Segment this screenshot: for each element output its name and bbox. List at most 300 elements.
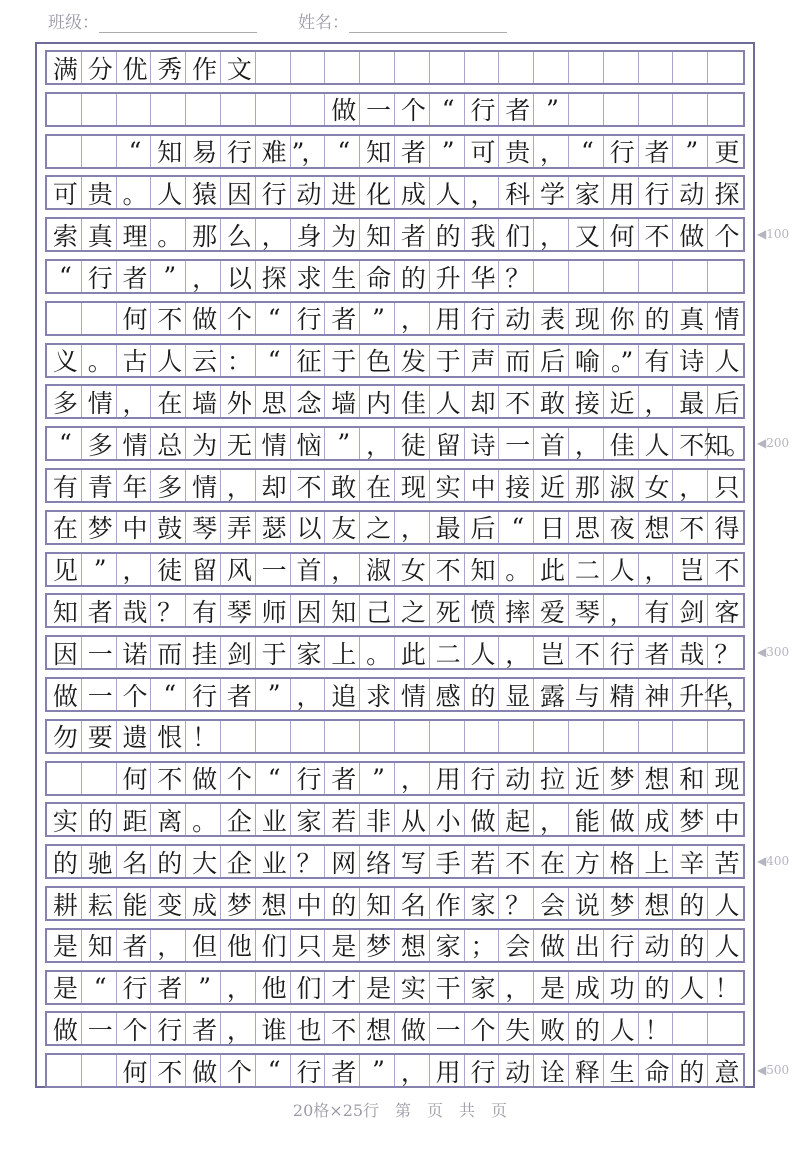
grid-cell xyxy=(604,52,639,83)
grid-cell: 做 xyxy=(465,804,500,835)
grid-cell: 不 xyxy=(673,512,708,543)
grid-cell xyxy=(186,94,221,125)
grid-cell: 何 xyxy=(117,763,152,794)
grid-cell: 的 xyxy=(395,261,430,292)
grid-cell: 一 xyxy=(360,94,395,125)
grid-row xyxy=(45,175,745,210)
grid-cell: 那 xyxy=(569,470,604,501)
grid-cell: 露 xyxy=(534,679,569,710)
grid-cell: 行 xyxy=(291,303,326,334)
grid-cell: 日 xyxy=(534,512,569,543)
grid-cell: 企 xyxy=(221,846,256,877)
grid-cell: 敢 xyxy=(534,386,569,417)
grid-cell xyxy=(151,94,186,125)
grid-cell: 贵 xyxy=(499,136,534,167)
grid-cell: 行 xyxy=(465,94,500,125)
class-blank-line xyxy=(99,14,257,33)
grid-cell: 可 xyxy=(47,177,82,208)
grid-cell: 发 xyxy=(395,345,430,376)
grid-cell: 人 xyxy=(465,637,500,668)
grid-cell: ？ xyxy=(499,888,534,919)
grid-cell xyxy=(82,303,117,334)
grid-cell: 小 xyxy=(430,804,465,835)
grid-cell: 动 xyxy=(499,303,534,334)
grid-cell: 行 xyxy=(291,1055,326,1086)
grid-cell xyxy=(639,52,674,83)
grid-cell: 能 xyxy=(569,804,604,835)
grid-cell: 若 xyxy=(325,804,360,835)
grid-cell: 和 xyxy=(673,763,708,794)
grid-row xyxy=(45,217,745,252)
grid-cell: 们 xyxy=(499,219,534,250)
grid-row xyxy=(45,635,745,670)
grid-cell: 于 xyxy=(256,637,291,668)
grid-cell xyxy=(708,94,743,125)
grid-cell: 作 xyxy=(186,52,221,83)
grid-cell xyxy=(534,52,569,83)
name-blank-line xyxy=(349,14,507,33)
grid-cell: 知 xyxy=(360,219,395,250)
page-footer: 20格×25行 第 页 共 页 xyxy=(292,1101,508,1120)
grid-cell: 勿 xyxy=(47,721,82,752)
grid-cell: 的 xyxy=(639,303,674,334)
grid-cell: 情 xyxy=(186,470,221,501)
grid-cell: 做 xyxy=(395,1013,430,1044)
grid-cell: 佳 xyxy=(604,428,639,459)
grid-cell: 诗 xyxy=(673,345,708,376)
grid-cell xyxy=(708,1013,743,1044)
grid-cell: 家 xyxy=(465,972,500,1003)
grid-cell: 人 xyxy=(430,386,465,417)
grid-cell: ， xyxy=(221,470,256,501)
grid-cell: 剑 xyxy=(221,637,256,668)
grid-cell: “ xyxy=(47,261,82,292)
grid-cell: 动 xyxy=(639,930,674,961)
grid-cell: 古 xyxy=(117,345,152,376)
grid-cell xyxy=(465,721,500,752)
grid-cell xyxy=(256,721,291,752)
grid-cell: 不 xyxy=(499,386,534,417)
grid-cell: 非 xyxy=(360,804,395,835)
grid-cell: 不 xyxy=(325,1013,360,1044)
grid-cell: 在 xyxy=(47,512,82,543)
grid-cell: 苦 xyxy=(714,848,737,878)
grid-cell: “ xyxy=(256,303,291,334)
grid-cell: 者 xyxy=(82,595,117,626)
grid-cell: 己 xyxy=(360,595,395,626)
grid-cell: 夜 xyxy=(604,512,639,543)
grid-cell: 。 xyxy=(360,637,395,668)
grid-cell: 诗 xyxy=(465,428,500,459)
grid-cell: 者 xyxy=(117,261,152,292)
grid-cell: 成 xyxy=(395,177,430,208)
grid-cell: 行 xyxy=(221,136,256,167)
grid-row xyxy=(45,1011,745,1046)
grid-cell: 中 xyxy=(117,512,152,543)
grid-cell: 的 xyxy=(430,219,465,250)
grid-cell: 作 xyxy=(430,888,465,919)
grid-cell: 身 xyxy=(291,219,326,250)
grid-cell: 个 xyxy=(714,221,737,251)
grid-cell xyxy=(82,94,117,125)
grid-cell: 个 xyxy=(465,1013,500,1044)
grid-cell: 显 xyxy=(499,679,534,710)
grid-cell: 升 xyxy=(673,679,708,710)
grid-cell: 。 xyxy=(151,219,186,250)
grid-cell: 用 xyxy=(430,303,465,334)
grid-cell: 首 xyxy=(291,554,326,585)
grid-cell xyxy=(395,721,430,752)
grid-cell: 岂 xyxy=(673,554,708,585)
grid-row xyxy=(45,134,745,169)
grid-cell: 起 xyxy=(499,804,534,835)
grid-row xyxy=(45,92,745,127)
grid-cell: 成 xyxy=(639,804,674,835)
grid-cell: 那 xyxy=(186,219,221,250)
grid-cell: 家 xyxy=(291,637,326,668)
word-count-marker: ◀400 xyxy=(757,854,790,869)
grid-cell: 者 xyxy=(395,136,430,167)
grid-cell: 也 xyxy=(291,1013,326,1044)
grid-cell: 念 xyxy=(291,386,326,417)
grid-cell: ？ xyxy=(714,639,737,669)
grid-cell: 之 xyxy=(360,512,395,543)
grid-cell: 动 xyxy=(291,177,326,208)
grid-cell: 谁 xyxy=(256,1013,291,1044)
grid-cell: ？ xyxy=(291,846,326,877)
grid-cell: 诺 xyxy=(117,637,152,668)
grid-cell: 家 xyxy=(569,177,604,208)
grid-cell: 爱 xyxy=(534,595,569,626)
grid-cell: 瑟 xyxy=(256,512,291,543)
grid-cell xyxy=(639,721,674,752)
grid-cell: 行 xyxy=(465,1055,500,1086)
grid-cell: 弄 xyxy=(221,512,256,543)
grid-cell xyxy=(604,94,639,125)
grid-cell: 生 xyxy=(325,261,360,292)
grid-cell: 有 xyxy=(186,595,221,626)
grid-cell: ” xyxy=(673,136,708,167)
grid-row xyxy=(45,259,745,294)
grid-cell xyxy=(569,261,604,292)
grid-cell: 留 xyxy=(186,554,221,585)
grid-cell: 升 xyxy=(430,261,465,292)
grid-cell: 二 xyxy=(430,637,465,668)
grid-cell: 名 xyxy=(395,888,430,919)
grid-cell: 优 xyxy=(117,52,152,83)
grid-cell: 有 xyxy=(639,345,674,376)
grid-cell: 有 xyxy=(639,595,674,626)
grid-cell: 化 xyxy=(360,177,395,208)
grid-cell: “ xyxy=(256,1055,291,1086)
grid-cell: 满 xyxy=(47,52,82,83)
grid-row xyxy=(45,384,745,419)
grid-cell: 情 xyxy=(714,305,737,335)
grid-cell: 行 xyxy=(151,1013,186,1044)
grid-cell: 人 xyxy=(714,890,737,920)
grid-cell: 做 xyxy=(186,1055,221,1086)
grid-cell: 不 xyxy=(569,637,604,668)
grid-cell xyxy=(395,52,430,83)
grid-cell: 喻 xyxy=(569,345,604,376)
grid-cell: 却 xyxy=(256,470,291,501)
grid-cell: 从 xyxy=(395,804,430,835)
grid-cell: ， xyxy=(534,804,569,835)
grid-cell: 华 xyxy=(465,261,500,292)
grid-cell: 业 xyxy=(256,846,291,877)
grid-cell: “ xyxy=(151,679,186,710)
grid-cell: 个 xyxy=(221,763,256,794)
grid-cell: 知 xyxy=(82,930,117,961)
grid-cell: 无 xyxy=(221,428,256,459)
grid-cell: ” xyxy=(360,1055,395,1086)
grid-cell: ， xyxy=(604,595,639,626)
grid-cell: 的 xyxy=(673,1055,708,1086)
grid-cell: 求 xyxy=(360,679,395,710)
grid-cell xyxy=(47,94,82,125)
grid-cell: 距 xyxy=(117,804,152,835)
grid-cell: 上 xyxy=(325,637,360,668)
grid-cell: 。 xyxy=(499,554,534,585)
grid-cell: ， xyxy=(534,219,569,250)
grid-cell: 他 xyxy=(256,972,291,1003)
grid-cell: 络 xyxy=(360,846,395,877)
grid-cell: 离 xyxy=(151,804,186,835)
class-field xyxy=(48,8,257,33)
grid-cell: 人 xyxy=(430,177,465,208)
grid-cell: 真 xyxy=(673,303,708,334)
grid-cell xyxy=(499,721,534,752)
grid-cell: 写 xyxy=(395,846,430,877)
grid-cell xyxy=(47,303,82,334)
grid-cell: 真 xyxy=(82,219,117,250)
grid-cell: 行 xyxy=(465,303,500,334)
grid-row xyxy=(45,50,745,85)
grid-cell: 方 xyxy=(569,846,604,877)
grid-cell: 摔 xyxy=(499,595,534,626)
grid-cell: ， xyxy=(395,1055,430,1086)
grid-cell: 女 xyxy=(639,470,674,501)
grid-cell: 出 xyxy=(569,930,604,961)
grid-cell: 行 xyxy=(604,930,639,961)
grid-cell: 辛 xyxy=(673,846,708,877)
grid-cell: 易 xyxy=(186,136,221,167)
grid-cell: 意 xyxy=(714,1057,737,1087)
grid-cell: 们 xyxy=(291,972,326,1003)
grid-cell: 此 xyxy=(534,554,569,585)
grid-cell: 动 xyxy=(499,1055,534,1086)
grid-row xyxy=(45,301,745,336)
grid-cell: 干 xyxy=(430,972,465,1003)
grid-row xyxy=(45,510,745,545)
grid-cell: 琴 xyxy=(186,512,221,543)
grid-cell: 你 xyxy=(604,303,639,334)
grid-cell: 近 xyxy=(534,470,569,501)
grid-cell: 能 xyxy=(117,888,152,919)
grid-cell: 不 xyxy=(499,846,534,877)
grid-cell xyxy=(256,94,291,125)
grid-cell: 后 xyxy=(534,345,569,376)
grid-cell: 会 xyxy=(534,888,569,919)
grid-cell: 是 xyxy=(360,972,395,1003)
grid-row xyxy=(45,677,748,712)
grid-cell: 外 xyxy=(221,386,256,417)
grid-cell: ， xyxy=(639,554,674,585)
grid-cell: 实 xyxy=(395,972,430,1003)
grid-cell: 而 xyxy=(151,637,186,668)
grid-cell: ”， xyxy=(291,136,326,167)
grid-cell: 家 xyxy=(465,888,500,919)
grid-cell: ！ xyxy=(186,721,221,752)
grid-cell: 的 xyxy=(673,930,708,961)
grid-cell: 行 xyxy=(639,177,674,208)
grid-cell: 想 xyxy=(395,930,430,961)
grid-cell: 追 xyxy=(325,679,360,710)
grid-cell: ， xyxy=(186,261,221,292)
grid-cell: 成 xyxy=(569,972,604,1003)
grid-cell: 要 xyxy=(82,721,117,752)
grid-cell: 多 xyxy=(47,386,82,417)
grid-row xyxy=(45,426,748,461)
grid-cell: 人 xyxy=(151,177,186,208)
grid-cell: 。 xyxy=(82,345,117,376)
grid-cell: 说 xyxy=(569,888,604,919)
grid-cell: ， xyxy=(395,303,430,334)
grid-cell: 多 xyxy=(82,428,117,459)
grid-cell: 二 xyxy=(569,554,604,585)
grid-cell: 知 xyxy=(465,554,500,585)
grid-cell: 梦 xyxy=(82,512,117,543)
grid-cell: 何 xyxy=(604,219,639,250)
grid-cell: 分 xyxy=(82,52,117,83)
grid-cell: 华， xyxy=(703,681,748,711)
grid-cell: 梦 xyxy=(604,888,639,919)
grid-cell: 是 xyxy=(47,930,82,961)
grid-cell: 行 xyxy=(465,763,500,794)
name-field xyxy=(298,8,507,33)
grid-row xyxy=(45,719,745,754)
grid-cell: “ xyxy=(82,972,117,1003)
grid-cell: 不 xyxy=(639,219,674,250)
grid-cell: ” xyxy=(360,303,395,334)
grid-cell: 是 xyxy=(47,972,82,1003)
grid-cell: 哉 xyxy=(673,637,708,668)
grid-cell: 做 xyxy=(47,679,82,710)
grid-cell: 梦 xyxy=(604,763,639,794)
grid-cell: 琴 xyxy=(569,595,604,626)
grid-cell xyxy=(639,261,674,292)
grid-cell: 的 xyxy=(465,679,500,710)
grid-cell: 不 xyxy=(151,303,186,334)
grid-cell: “ xyxy=(325,136,360,167)
grid-cell: 诠 xyxy=(534,1055,569,1086)
grid-cell: 实 xyxy=(430,470,465,501)
grid-row xyxy=(45,593,745,628)
grid-cell: 现 xyxy=(714,765,737,795)
grid-cell: 网 xyxy=(325,846,360,877)
grid-cell: 做 xyxy=(325,94,360,125)
grid-cell: 想 xyxy=(360,1013,395,1044)
grid-cell: ” xyxy=(325,428,360,459)
grid-cell: 近 xyxy=(569,763,604,794)
grid-cell: 因 xyxy=(291,595,326,626)
grid-cell: 徒 xyxy=(395,428,430,459)
grid-cell: 鼓 xyxy=(151,512,186,543)
grid-cell: 于 xyxy=(430,345,465,376)
grid-cell: 剑 xyxy=(673,595,708,626)
grid-cell: 思 xyxy=(256,386,291,417)
grid-cell: 失 xyxy=(499,1013,534,1044)
grid-cell: 可 xyxy=(465,136,500,167)
grid-cell: 死 xyxy=(430,595,465,626)
grid-cell: 人 xyxy=(151,345,186,376)
grid-cell xyxy=(325,52,360,83)
grid-cell: 声 xyxy=(465,345,500,376)
grid-cell: 变 xyxy=(151,888,186,919)
grid-cell: “ xyxy=(430,94,465,125)
grid-cell: “ xyxy=(256,763,291,794)
grid-cell: 情 xyxy=(256,428,291,459)
grid-cell: 做 xyxy=(47,1013,82,1044)
grid-cell: 的 xyxy=(47,846,82,877)
grid-cell: “ xyxy=(256,345,291,376)
grid-cell: 的 xyxy=(151,846,186,877)
grid-cell: ” xyxy=(82,554,117,585)
grid-cell xyxy=(569,94,604,125)
grid-cell: 而 xyxy=(499,345,534,376)
grid-cell: 梦 xyxy=(360,930,395,961)
grid-cell: 又 xyxy=(569,219,604,250)
grid-cell: 墙 xyxy=(325,386,360,417)
grid-cell: 个 xyxy=(117,1013,152,1044)
grid-cell: 做 xyxy=(534,930,569,961)
grid-cell: 们 xyxy=(256,930,291,961)
grid-cell: 梦 xyxy=(673,804,708,835)
grid-cell: “ xyxy=(499,512,534,543)
grid-cell: ， xyxy=(117,386,152,417)
grid-cell: 遗 xyxy=(117,721,152,752)
grid-cell: 何 xyxy=(117,303,152,334)
grid-cell: 中 xyxy=(291,888,326,919)
grid-cell: 最 xyxy=(430,512,465,543)
grid-row xyxy=(45,761,745,796)
grid-cell: 近 xyxy=(604,386,639,417)
grid-cell: 拉 xyxy=(534,763,569,794)
grid-cell: 知 xyxy=(47,595,82,626)
grid-row xyxy=(45,552,745,587)
grid-cell: 女 xyxy=(395,554,430,585)
grid-cell: 只 xyxy=(714,472,737,502)
grid-cell: 内 xyxy=(360,386,395,417)
grid-cell: 行 xyxy=(117,972,152,1003)
grid-cell: 徒 xyxy=(151,554,186,585)
grid-cell: ； xyxy=(465,930,500,961)
grid-cell: 个 xyxy=(221,303,256,334)
grid-cell: 会 xyxy=(499,930,534,961)
grid-cell: 见 xyxy=(47,554,82,585)
grid-cell: 是 xyxy=(325,930,360,961)
grid-cell: 行 xyxy=(256,177,291,208)
grid-cell xyxy=(499,52,534,83)
grid-row xyxy=(45,970,745,1005)
grid-cell: 者 xyxy=(325,763,360,794)
grid-cell: 动 xyxy=(499,763,534,794)
grid-cell: 友 xyxy=(325,512,360,543)
grid-cell: 探 xyxy=(714,179,737,209)
grid-cell: 做 xyxy=(186,763,221,794)
grid-cell: ， xyxy=(499,972,534,1003)
grid-cell: 若 xyxy=(465,846,500,877)
